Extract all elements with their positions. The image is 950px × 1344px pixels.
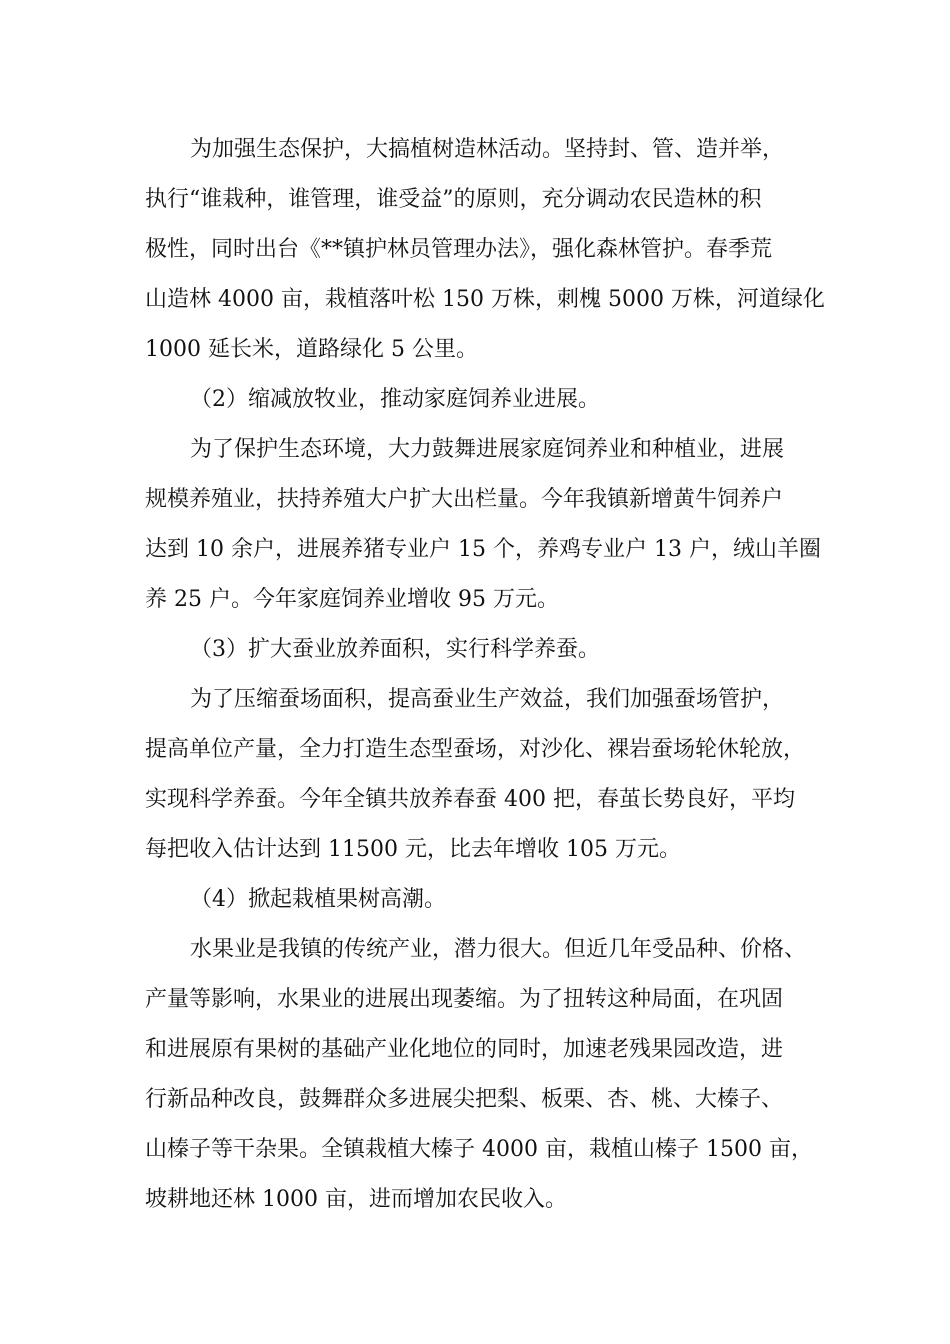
paragraph-line: 为了保护生态环境，大力鼓舞进展家庭饲养业和种植业，进展 xyxy=(190,437,785,462)
paragraph-line: 坡耕地还林 1000 亩，进而增加农民收入。 xyxy=(145,1187,567,1212)
paragraph-line: 规模养殖业，扶持养殖大户扩大出栏量。今年我镇新增黄牛饲养户 xyxy=(145,487,784,512)
paragraph-line: 水果业是我镇的传统产业，潜力很大。但近几年受品种、价格、 xyxy=(190,937,807,962)
paragraph-line: 达到 10 余户，进展养猪专业户 15 个，养鸡专业户 13 户，绒山羊圈 xyxy=(145,537,821,562)
paragraph-line: 提高单位产量，全力打造生态型蚕场，对沙化、裸岩蚕场轮休轮放， xyxy=(145,737,806,762)
paragraph-line: 产量等影响，水果业的进展出现萎缩。为了扭转这种局面，在巩固 xyxy=(145,987,784,1012)
section-heading: （3）扩大蚕业放养面积，实行科学养蚕。 xyxy=(190,637,600,662)
section-heading: （2）缩减放牧业，推动家庭饲养业进展。 xyxy=(190,387,600,412)
paragraph-line: 养 25 户。今年家庭饲养业增收 95 万元。 xyxy=(145,587,559,612)
paragraph-line: 执行“谁栽种，谁管理，谁受益”的原则，充分调动农民造林的积 xyxy=(145,187,762,212)
paragraph-line: 每把收入估计达到 11500 元，比去年增收 105 万元。 xyxy=(145,837,681,862)
paragraph-line: 山榛子等干杂果。全镇栽植大榛子 4000 亩，栽植山榛子 1500 亩， xyxy=(145,1137,813,1162)
paragraph-line: 为加强生态保护，大搞植树造林活动。坚持封、管、造并举， xyxy=(190,137,785,162)
paragraph-line: 为了压缩蚕场面积，提高蚕业生产效益，我们加强蚕场管护， xyxy=(190,687,785,712)
paragraph-line: 山造林 4000 亩，栽植落叶松 150 万株，刺槐 5000 万株，河道绿化 xyxy=(145,287,825,312)
paragraph-line: 1000 延长米，道路绿化 5 公里。 xyxy=(145,337,478,362)
section-heading: （4）掀起栽植果树高潮。 xyxy=(190,887,446,912)
paragraph-line: 实现科学养蚕。今年全镇共放养春蚕 400 把，春茧长势良好，平均 xyxy=(145,787,795,812)
paragraph-line: 行新品种改良，鼓舞群众多进展尖把梨、板栗、杏、桃、大榛子、 xyxy=(145,1087,784,1112)
paragraph-line: 和进展原有果树的基础产业化地位的同时，加速老残果园改造，进 xyxy=(145,1037,784,1062)
paragraph-line: 极性，同时出台《**镇护林员管理办法》，强化森林管护。春季荒 xyxy=(145,237,773,262)
